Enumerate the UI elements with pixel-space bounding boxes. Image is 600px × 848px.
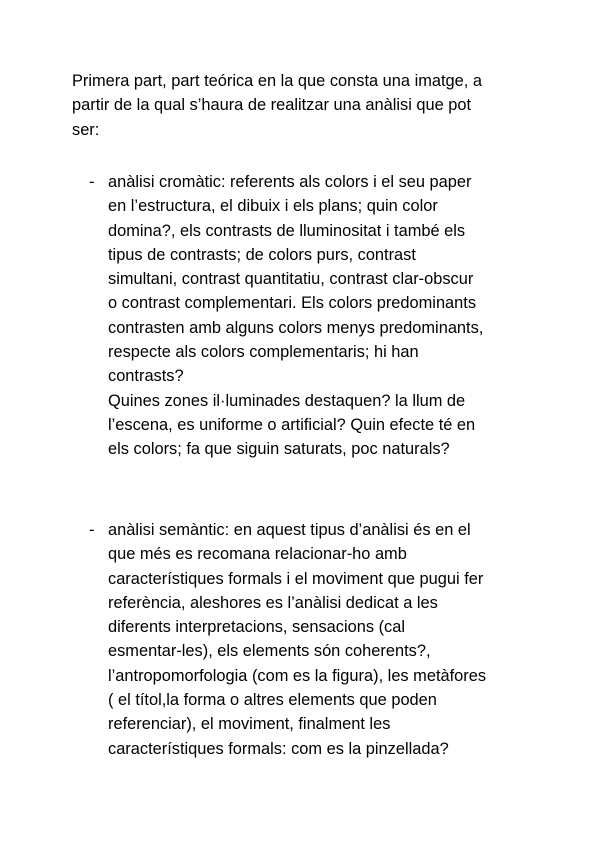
- text-line: contrasten amb alguns colors menys predominants,: [108, 318, 484, 337]
- text-line: ser:: [72, 120, 100, 139]
- text-line: partir de la qual s’haura de realitzar una anàlisi que pot: [72, 96, 472, 115]
- paragraph: [108, 170, 539, 389]
- text-line: que més es recomana relacionar-ho amb: [108, 545, 407, 564]
- text-line: referència, aleshores es l’anàlisi dedicat a les: [108, 593, 438, 612]
- text-line: en l’estructura, el dibuix i els plans; quin color: [108, 197, 438, 216]
- text-line: Primera part, part teórica en la que consta una imatge, a: [72, 72, 482, 90]
- text-line: tipus de contrasts; de colors purs, contrast: [108, 245, 416, 264]
- text-line: Quines zones il·luminades destaquen? la llum de: [108, 391, 466, 410]
- intro-paragraph: [72, 69, 542, 142]
- text-line: esmentar-les), els elements són coherents?,: [108, 642, 431, 661]
- text-line: ( el títol,la forma o altres elements que poden: [108, 691, 437, 710]
- text-line: l’escena, es uniforme o artificial? Quin efecte té en: [108, 415, 476, 434]
- bullet-item-semantic-analysis: [89, 518, 539, 761]
- text-line: l’antropomorfologia (com es la figura), les metàfores: [108, 666, 487, 685]
- bullet-item-chromatic-analysis: [89, 170, 539, 462]
- text-line: característiques formals: com es la pinzellada?: [108, 739, 449, 758]
- bullet-dash: -: [89, 521, 95, 539]
- text-line: els colors; fa que siguin saturats, poc naturals?: [108, 440, 450, 459]
- text-line: respecte als colors complementaris; hi han: [108, 343, 419, 362]
- text-line: diferents interpretacions, sensacions (cal: [108, 618, 406, 637]
- text-line: contrasts?: [108, 367, 184, 386]
- paragraph: [108, 518, 539, 761]
- text-line: domina?, els contrasts de lluminositat i també els: [108, 221, 466, 240]
- bullet-body: [108, 170, 539, 462]
- text-line: característiques formals i el moviment que pugui fer: [108, 569, 484, 588]
- text-line: simultani, contrast quantitatiu, contrast clar-obscur: [108, 270, 474, 289]
- text-line: referenciar), el moviment, finalment les: [108, 715, 391, 734]
- bullet-dash: -: [89, 173, 95, 191]
- text-line: anàlisi semàntic: en aquest tipus d’anàlisi és en el: [108, 521, 471, 539]
- bullet-body: [108, 518, 539, 761]
- text-line: anàlisi cromàtic: referents als colors i el seu paper: [108, 173, 472, 191]
- text-line: o contrast complementari. Els colors predominants: [108, 294, 477, 313]
- paragraph: [108, 389, 539, 462]
